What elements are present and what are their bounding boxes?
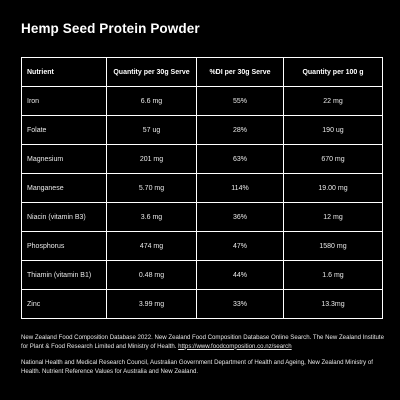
page-title: Hemp Seed Protein Powder — [21, 21, 200, 36]
nutrient-name: Niacin (vitamin B3) — [22, 203, 107, 232]
quantity-100g: 22 mg — [284, 87, 383, 116]
quantity-30g: 5.70 mg — [107, 174, 197, 203]
nutrient-table — [21, 57, 383, 319]
table-row — [22, 116, 383, 145]
table-row — [22, 145, 383, 174]
quantity-100g: 190 ug — [284, 116, 383, 145]
nutrient-name: Manganese — [22, 174, 107, 203]
table-row — [22, 261, 383, 290]
table-row — [22, 87, 383, 116]
reference-link[interactable]: https://www.foodcomposition.co.nz/search — [178, 342, 292, 350]
table-row — [22, 232, 383, 261]
quantity-30g: 0.48 mg — [107, 261, 197, 290]
references — [21, 334, 386, 384]
di-30g: 47% — [197, 232, 284, 261]
quantity-100g: 1.6 mg — [284, 261, 383, 290]
quantity-100g: 12 mg — [284, 203, 383, 232]
quantity-30g: 6.6 mg — [107, 87, 197, 116]
header-di-30g: %DI per 30g Serve — [197, 58, 284, 87]
nutrient-name: Folate — [22, 116, 107, 145]
di-30g: 36% — [197, 203, 284, 232]
nutrient-name: Phosphorus — [22, 232, 107, 261]
nutrient-name: Iron — [22, 87, 107, 116]
di-30g: 44% — [197, 261, 284, 290]
quantity-30g: 57 ug — [107, 116, 197, 145]
quantity-100g: 19.00 mg — [284, 174, 383, 203]
di-30g: 28% — [197, 116, 284, 145]
quantity-30g: 3.99 mg — [107, 290, 197, 319]
quantity-100g: 13.3mg — [284, 290, 383, 319]
di-30g: 33% — [197, 290, 284, 319]
table-header-row — [22, 58, 383, 87]
quantity-100g: 670 mg — [284, 145, 383, 174]
di-30g: 63% — [197, 145, 284, 174]
quantity-100g: 1580 mg — [284, 232, 383, 261]
nutrient-name: Thiamin (vitamin B1) — [22, 261, 107, 290]
header-quantity-100g: Quantity per 100 g — [284, 58, 383, 87]
table-row — [22, 174, 383, 203]
quantity-30g: 3.6 mg — [107, 203, 197, 232]
reference-nutrient-values: National Health and Medical Research Council, Australian Government Department of Health and Ageing, New Zealand Ministry of Health. Nutrient Reference Values for Australia and New Zealand. — [21, 359, 373, 375]
di-30g: 55% — [197, 87, 284, 116]
quantity-30g: 474 mg — [107, 232, 197, 261]
reference-text: New Zealand Food Composition Database 2022. New Zealand Food Composition Database Online Search. The New Zealand Institute for Plant & Food Research Limited and Ministry of Health. — [21, 334, 385, 350]
header-quantity-30g: Quantity per 30g Serve — [107, 58, 197, 87]
di-30g: 114% — [197, 174, 284, 203]
reference-food-composition — [21, 334, 386, 351]
table-row — [22, 203, 383, 232]
nutrient-name: Zinc — [22, 290, 107, 319]
nutrient-name: Magnesium — [22, 145, 107, 174]
header-nutrient: Nutrient — [22, 58, 107, 87]
table-row — [22, 290, 383, 319]
quantity-30g: 201 mg — [107, 145, 197, 174]
